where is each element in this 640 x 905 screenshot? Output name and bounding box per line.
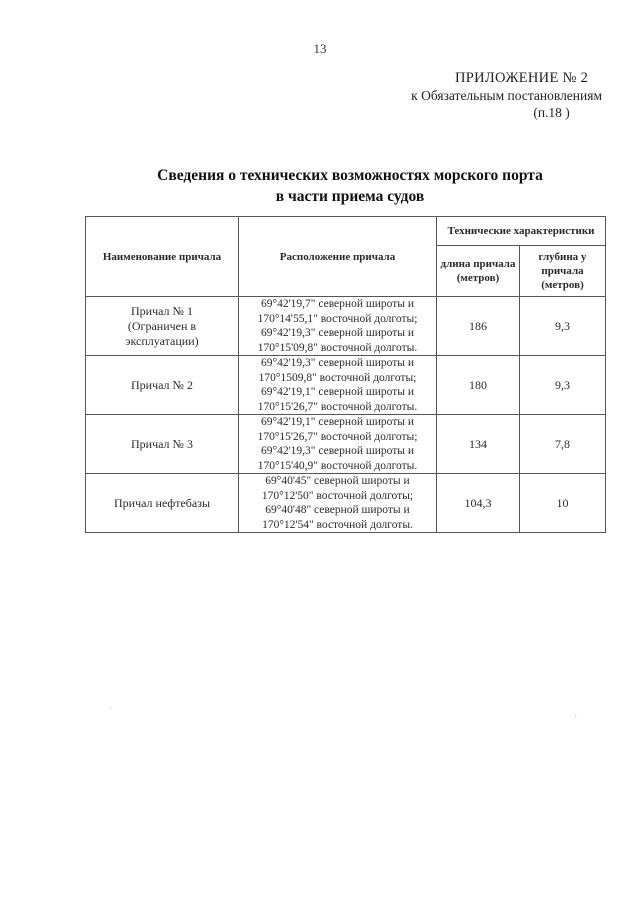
page-number: 13	[313, 41, 327, 56]
berth-depth: 9,3	[520, 297, 606, 356]
appendix-reference: (п.18 )	[533, 105, 570, 120]
berth-length: 186	[437, 297, 520, 356]
berth-name-line: Причал нефтебазы	[113, 495, 211, 510]
location-line: 69°42'19,1" северной широты и	[260, 386, 414, 398]
berth-name	[86, 474, 239, 533]
berth-name-line: Причал № 3	[131, 436, 193, 451]
header-length: длина причала (метров)	[437, 246, 520, 297]
table-row	[86, 474, 606, 533]
berth-name	[86, 356, 239, 415]
location-line: 69°42'19,3" северной широты и	[260, 327, 414, 339]
berth-depth: 7,8	[520, 415, 606, 474]
header-berth-name: Наименование причала	[86, 217, 239, 297]
location-line: 69°42'19,1" северной широты и	[260, 416, 414, 428]
location-line: 170°12'54" восточной долготы.	[262, 518, 413, 531]
appendix-subtitle: к Обязательным постановлениям	[411, 88, 602, 103]
table-row	[86, 415, 606, 474]
berth-length: 134	[437, 415, 520, 474]
berth-name-line: (Ограничен в	[127, 318, 197, 333]
berth-name	[86, 297, 239, 356]
scan-speck: '	[575, 713, 577, 723]
berth-depth: 10	[520, 474, 606, 533]
document-title-line: Сведения о технических возможностях морского порта	[157, 167, 543, 184]
berths-table	[85, 216, 606, 533]
berth-name-line: Причал № 1	[131, 303, 193, 318]
location-line: 69°42'19,7" северной широты и	[260, 298, 414, 310]
location-line: 69°40'48" северной широты и	[265, 504, 410, 516]
header-berth-location: Расположение причала	[239, 217, 437, 297]
berth-name-line: Причал № 2	[131, 377, 193, 392]
location-line: 69°42'19,3" северной широты и	[260, 357, 414, 369]
berth-name-line: эксплуатации)	[125, 333, 199, 348]
berth-length: 180	[437, 356, 520, 415]
berth-location	[239, 356, 437, 415]
document-title-line: в части приема судов	[275, 188, 425, 205]
location-line: 170°15'26,7" восточной долготы.	[257, 400, 418, 413]
berth-location	[239, 297, 437, 356]
berth-name	[86, 415, 239, 474]
location-line: 170°15'26,7" восточной долготы;	[257, 430, 418, 443]
location-line: 170°1509,8" восточной долготы;	[258, 371, 417, 384]
berth-length: 104,3	[437, 474, 520, 533]
berth-depth: 9,3	[520, 356, 606, 415]
location-line: 69°40'45" северной широты и	[265, 475, 410, 487]
location-line: 69°42'19,3" северной широты и	[260, 445, 414, 457]
header-technical: Технические характеристики	[437, 217, 606, 246]
table-row	[86, 297, 606, 356]
appendix-title: ПРИЛОЖЕНИЕ № 2	[455, 70, 589, 86]
scan-speck: '	[110, 705, 112, 715]
appendix-block	[411, 70, 602, 121]
header-depth: глубина у причала (метров)	[520, 246, 606, 297]
location-line: 170°14'55,1" восточной долготы;	[257, 312, 418, 325]
berth-location	[239, 474, 437, 533]
location-line: 170°12'50" восточной долготы;	[261, 489, 414, 502]
location-line: 170°15'40,9" восточной долготы.	[257, 459, 418, 472]
location-line: 170°15'09,8" восточной долготы.	[257, 341, 418, 354]
document-title	[140, 165, 560, 207]
berth-location	[239, 415, 437, 474]
table-row	[86, 356, 606, 415]
